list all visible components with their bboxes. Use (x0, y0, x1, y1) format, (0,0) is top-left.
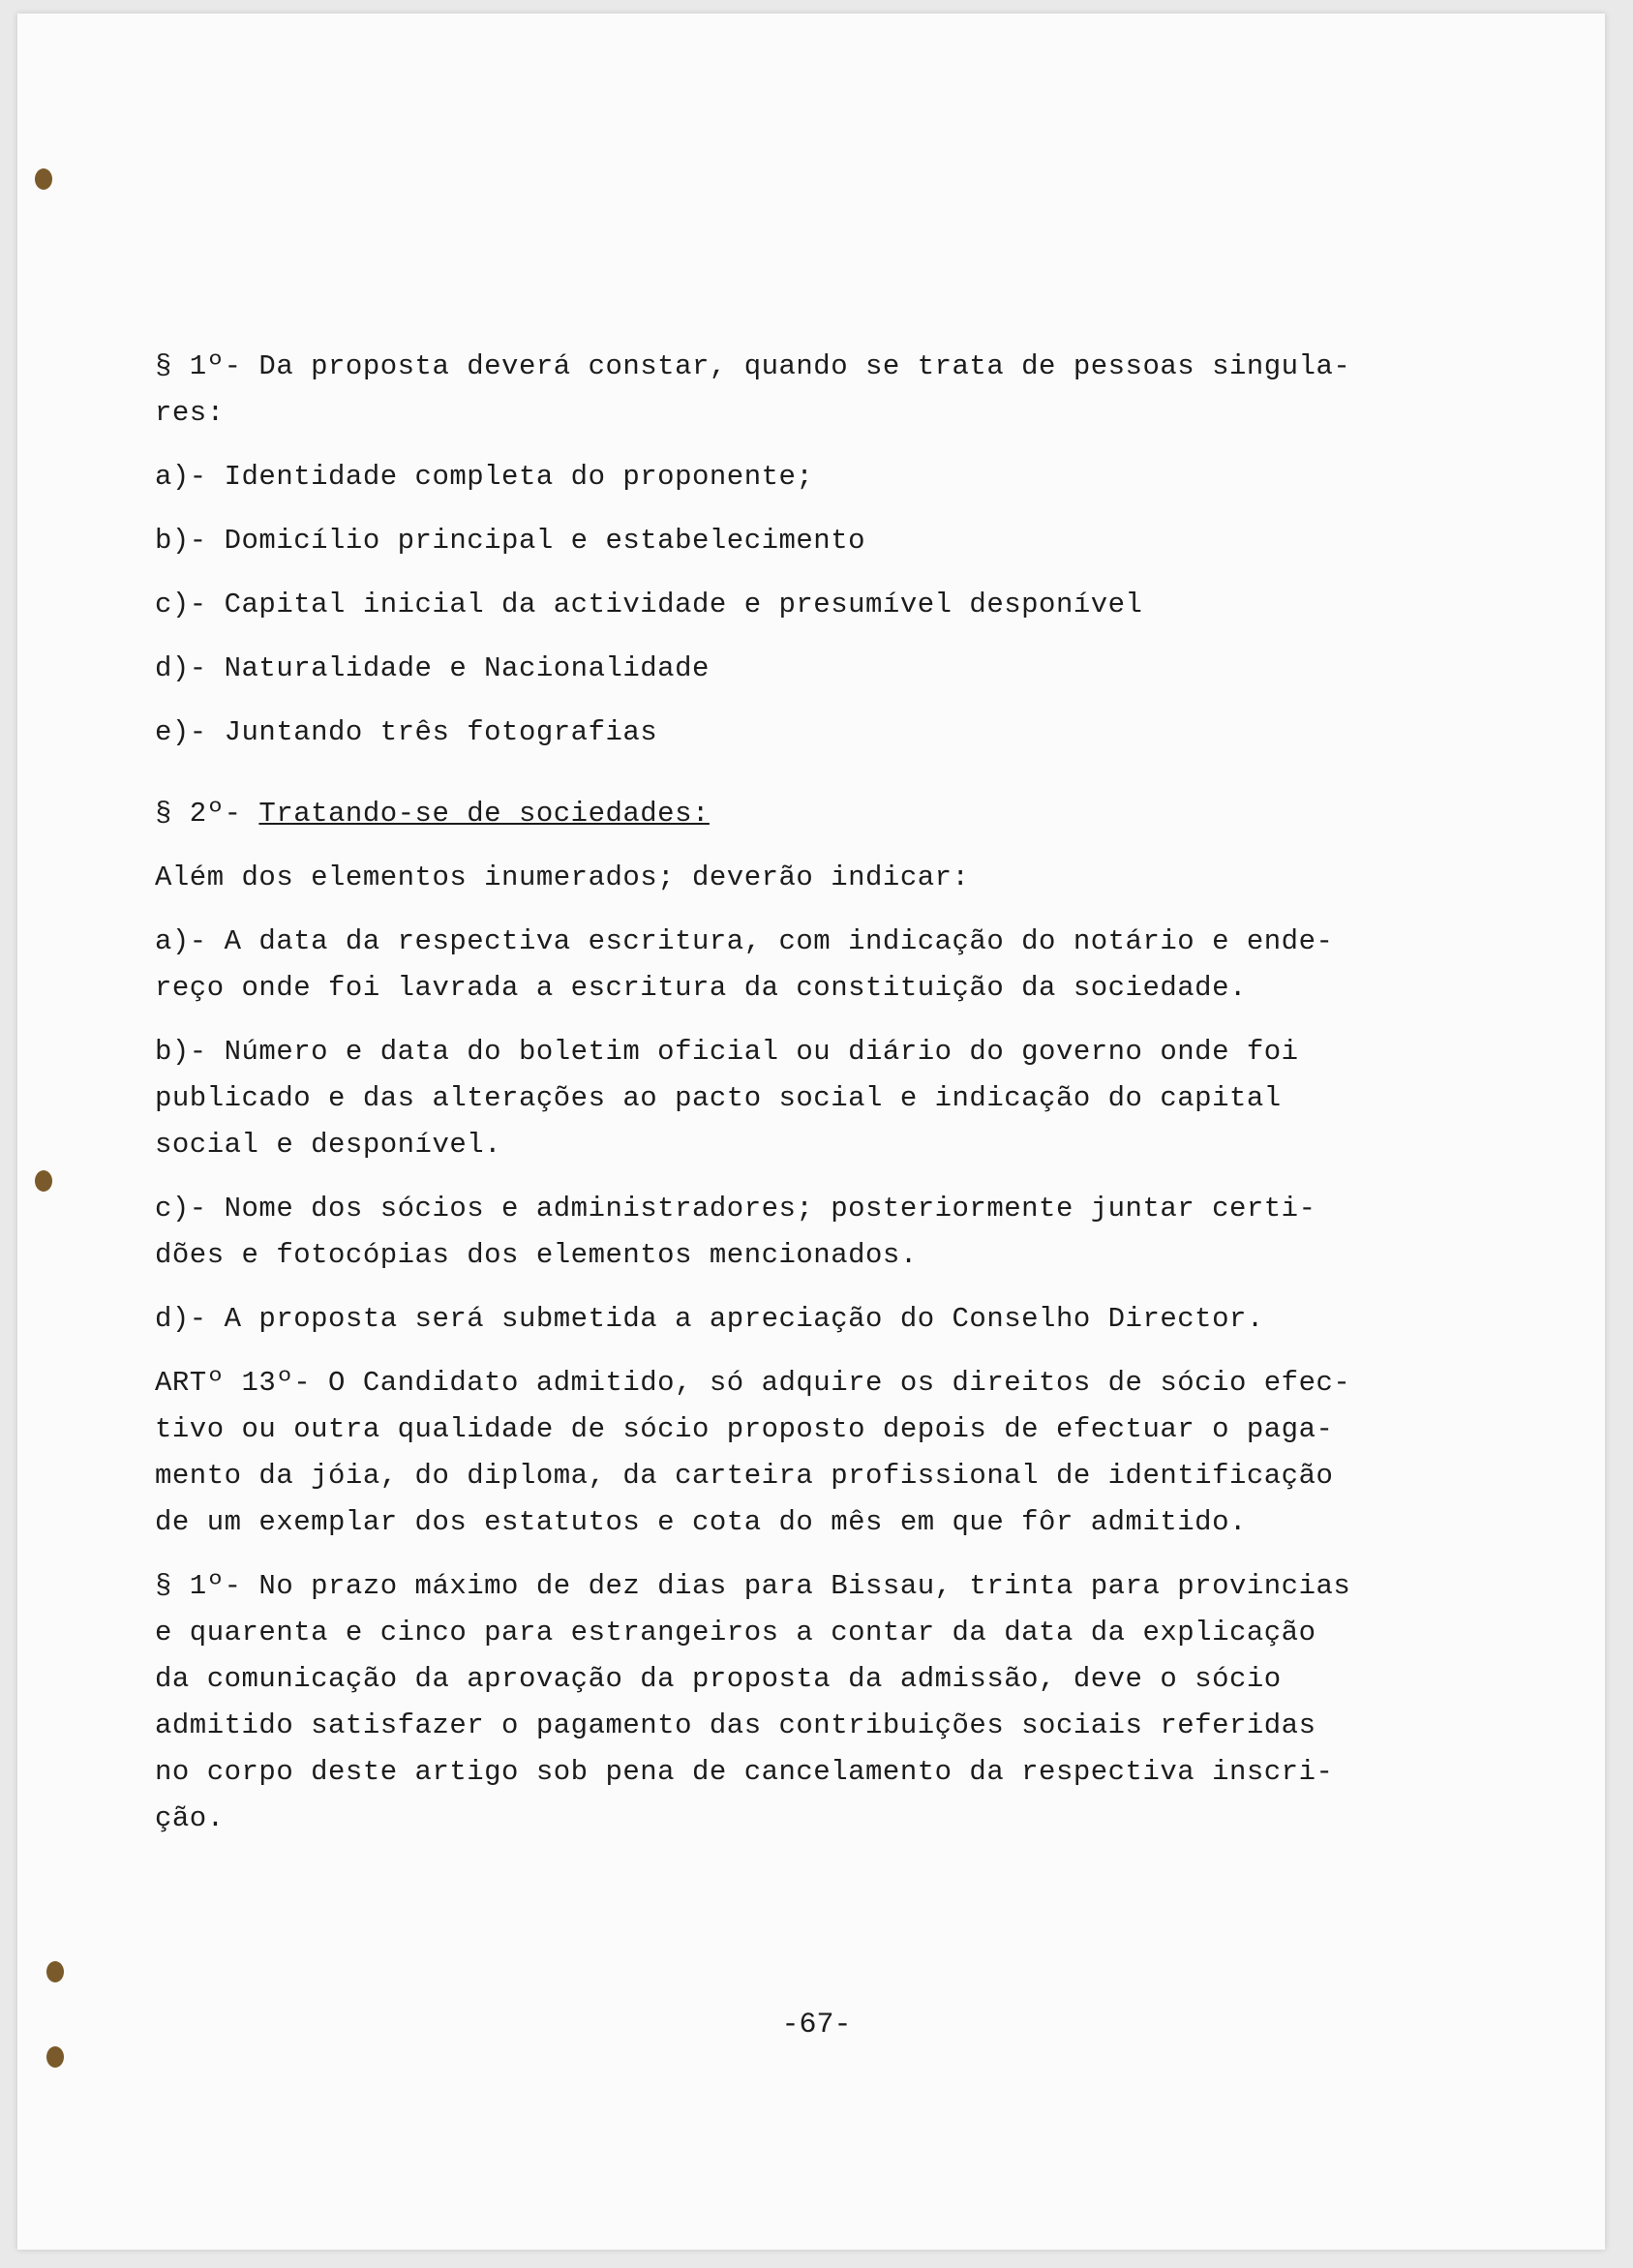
section-1-item-a: a)- Identidade completa do proponente; (155, 461, 814, 493)
punch-hole-3 (46, 1961, 64, 1982)
article-13-line3: mento da jóia, do diploma, da carteira profissional de identificação (155, 1460, 1334, 1492)
punch-hole-1 (35, 168, 52, 190)
section-2-label: § 2º- (155, 798, 259, 830)
section-1-item-c: c)- Capital inicial da actividade e presumível desponível (155, 589, 1143, 620)
article-13-par1-line6: ção. (155, 1802, 225, 1834)
section-1-heading-line2: res: (155, 397, 225, 429)
article-13-line2: tivo ou outra qualidade de sócio proposto depois de efectuar o paga- (155, 1413, 1334, 1445)
section-2-b-line1: b)- Número e data do boletim oficial ou diário do governo onde foi (155, 1036, 1299, 1068)
section-2-a-line1: a)- A data da respectiva escritura, com indicação do notário e ende- (155, 925, 1334, 957)
section-2-d-line1: d)- A proposta será submetida a apreciação do Conselho Director. (155, 1303, 1264, 1335)
punch-hole-4 (46, 2046, 64, 2068)
punch-hole-2 (35, 1170, 52, 1192)
section-2-intro: Além dos elementos inumerados; deverão indicar: (155, 862, 970, 893)
article-13-par1-line1: § 1º- No prazo máximo de dez dias para Bissau, trinta para provincias (155, 1570, 1351, 1602)
section-2-a-line2: reço onde foi lavrada a escritura da constituição da sociedade. (155, 972, 1247, 1004)
section-2-b-line2: publicado e das alterações ao pacto social e indicação do capital (155, 1082, 1282, 1114)
section-2-c-line1: c)- Nome dos sócios e administradores; posteriormente juntar certi- (155, 1193, 1316, 1225)
section-2-title: Tratando-se de sociedades: (258, 798, 710, 830)
section-1-item-b: b)- Domicílio principal e estabelecimento (155, 525, 866, 557)
article-13-par1-line2: e quarenta e cinco para estrangeiros a contar da data da explicação (155, 1617, 1316, 1648)
typed-text-body (155, 344, 1510, 1842)
article-13-line1: ARTº 13º- O Candidato admitido, só adquire os direitos de sócio efec- (155, 1367, 1351, 1399)
page-number: -67- (781, 2009, 852, 2041)
article-13-par1-line4: admitido satisfazer o pagamento das contribuições sociais referidas (155, 1709, 1316, 1741)
section-2-b-line3: social e desponível. (155, 1129, 502, 1161)
section-2-c-line2: dões e fotocópias dos elementos mencionados. (155, 1239, 918, 1271)
section-2-heading (155, 791, 1510, 837)
article-13-line4: de um exemplar dos estatutos e cota do mês em que fôr admitido. (155, 1506, 1247, 1538)
section-1-heading-line1: § 1º- Da proposta deverá constar, quando se trata de pessoas singula- (155, 350, 1351, 382)
section-1-item-e: e)- Juntando três fotografias (155, 716, 658, 748)
article-13-par1-line3: da comunicação da aprovação da proposta da admissão, deve o sócio (155, 1663, 1282, 1695)
section-1-item-d: d)- Naturalidade e Nacionalidade (155, 652, 710, 684)
article-13-par1-line5: no corpo deste artigo sob pena de cancelamento da respectiva inscri- (155, 1756, 1334, 1788)
